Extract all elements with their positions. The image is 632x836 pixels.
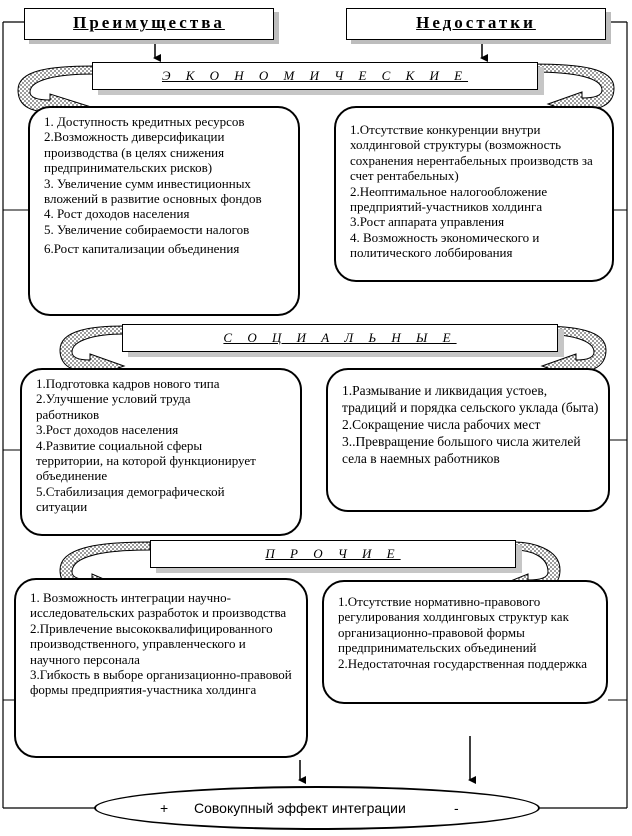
economic-disadvantage-item: 3.Рост аппарата управления	[350, 214, 505, 230]
social-advantage-item: 3.Рост доходов населения	[36, 422, 179, 438]
other-advantages-box	[14, 578, 308, 758]
social-disadvantage-item: 1.Размывание и ликвидация устоев, традиций и порядка сельского уклада (быта)	[342, 383, 599, 415]
social-advantage-item: 4.Развитие социальной сферы территории, на которой функционирует объединение	[36, 437, 256, 484]
economic-advantage-item: 2.Возможность диверсификации производства (в целях снижения предпринимательских рисков)	[44, 129, 225, 176]
economic-disadvantage-item: 1.Отсутствие конкуренции внутри холдинговой структуры (возможность сохранения нерентабельных производств за счет рентабельных)	[350, 122, 593, 184]
economic-advantage-item: 4. Рост доходов населения	[44, 206, 190, 222]
minus-sign: -	[454, 800, 459, 816]
social-advantages-box	[20, 368, 302, 536]
social-advantage-item: 5.Стабилизация демографической ситуации	[36, 483, 225, 515]
other-advantage-item: 3.Гибкость в выборе организационно-правовой формы предприятия-участника холдинга	[30, 667, 292, 698]
social-disadvantages-box	[326, 368, 610, 512]
other-advantage-item: 2.Привлечение высококвалифицированного производственного, управленческого и научного персонала	[30, 620, 273, 667]
economic-disadvantages-box	[334, 106, 614, 282]
other-disadvantages-box	[322, 580, 608, 704]
economic-disadvantage-item: 4. Возможность экономического и политического лоббирования	[350, 229, 540, 261]
category-other-title: П Р О Ч И Е	[150, 540, 516, 568]
economic-advantage-item: 6.Рост капитализации объединения	[44, 241, 240, 257]
economic-advantage-item: 5. Увеличение собираемости налогов	[44, 221, 250, 237]
other-advantage-item: 1. Возможность интеграции научно-исследовательских разработок и производства	[30, 590, 287, 621]
social-advantage-item: 2.Улучшение условий труда работников	[36, 391, 191, 422]
advantages-header: Преимущества	[24, 8, 274, 40]
other-disadvantage-item: 1.Отсутствие нормативно-правового регулирования холдинговых структур как организационно-правовой формы предпринимательских объединений	[338, 594, 569, 656]
social-advantage-item: 1.Подготовка кадров нового типа	[36, 376, 220, 391]
other-disadvantage-item: 2.Недостаточная государственная поддержка	[338, 655, 588, 671]
economic-advantage-item: 3. Увеличение сумм инвестиционных вложений в развитие основных фондов	[44, 175, 262, 207]
category-social-title: С О Ц И А Л Ь Н Ы Е	[122, 324, 558, 352]
social-disadvantage-item: 2.Сокращение числа рабочих мест	[342, 417, 541, 432]
economic-advantage-item: 1. Доступность кредитных ресурсов	[44, 114, 245, 129]
economic-advantages-box	[28, 106, 300, 316]
plus-sign: +	[160, 800, 169, 816]
economic-disadvantage-item: 2.Неоптимальное налогообложение предприятий-участников холдинга	[350, 183, 548, 215]
social-disadvantage-item: 3..Превращение большого числа жителей села в наемных работников	[342, 434, 581, 466]
disadvantages-header: Недостатки	[346, 8, 606, 40]
integration-effect-label: Совокупный эффект интеграции	[194, 800, 406, 816]
category-economic-title: Э К О Н О М И Ч Е С К И Е	[92, 62, 538, 90]
integration-effect-oval	[94, 786, 540, 830]
